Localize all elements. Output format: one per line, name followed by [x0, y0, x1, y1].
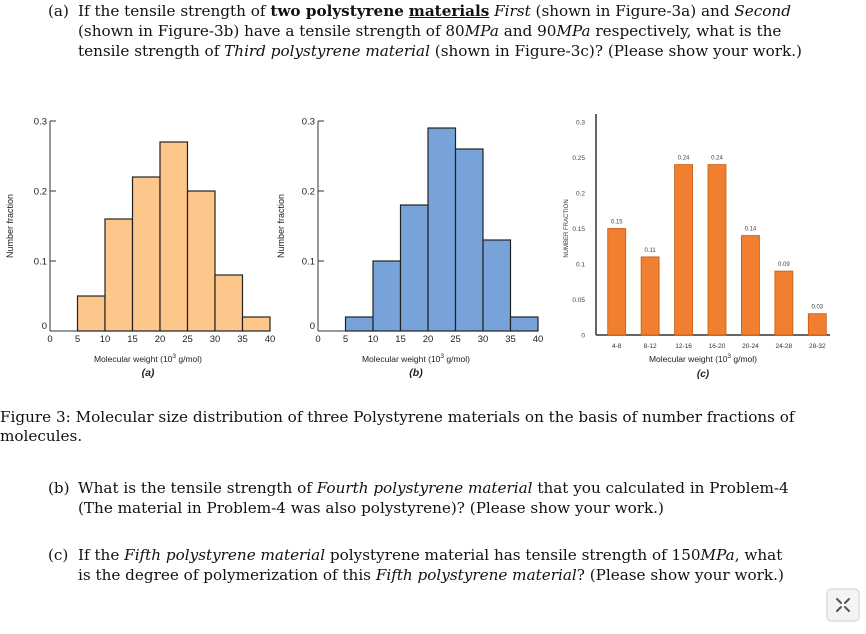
y-tick-label: 0.05 [572, 297, 585, 304]
figure-caption-line-1: Figure 3: Molecular size distribution of three Polystyrene materials on the basis of number fractions of [0, 408, 795, 426]
x-tick-label: 5 [74, 334, 81, 345]
question-b-line-1: What is the tensile strength of Fourth polystyrene material that you calculated in Problem-4 [78, 479, 789, 497]
x-tick-label: 40 [532, 334, 544, 345]
chart-a [5, 117, 275, 380]
x-tick-label: 30 [209, 334, 221, 345]
question-a-line-1: If the tensile strength of two polystyrene materials First (shown in Figure-3a) and Second [78, 2, 791, 20]
histogram-bar [133, 177, 161, 331]
histogram-bar [456, 149, 484, 331]
x-tick-label: 30 [477, 334, 489, 345]
x-tick-label: 35 [237, 334, 248, 345]
y-tick-label: 0.25 [572, 155, 585, 162]
figure-caption [0, 408, 860, 446]
x-axis-label [362, 353, 470, 364]
y-axis-label: Number fraction [276, 193, 286, 259]
histogram-bar [373, 261, 401, 331]
data-label: 0.09 [778, 262, 790, 269]
x-axis-label-tail: g/mol) [731, 354, 758, 364]
y-tick-label: 0.15 [572, 226, 585, 233]
x-tick-label: 24-28 [775, 343, 793, 350]
bar [775, 271, 793, 335]
bar [708, 165, 726, 335]
y-axis-label: Number fraction [5, 193, 15, 259]
histogram-bar [78, 296, 106, 331]
x-axis-label [649, 353, 757, 364]
x-axis-label-main: Molecular weight (10 [648, 354, 728, 364]
expand-icon[interactable] [826, 588, 860, 622]
x-axis-label-main: Molecular weight (10 [93, 354, 173, 364]
x-axis-label-tail: g/mol) [176, 354, 203, 364]
bar [741, 236, 759, 335]
histogram-bar [428, 128, 456, 331]
y-axis-label: NUMBER FRACTION [564, 199, 570, 258]
data-label: 0.14 [744, 226, 757, 233]
x-tick-label: 12-16 [675, 343, 692, 350]
y-tick-label: 0.3 [575, 119, 585, 127]
x-tick-label: 5 [342, 334, 349, 345]
question-b [48, 479, 848, 519]
question-c-line-1: If the Fifth polystyrene material polystyrene material has tensile strength of 150MPa, what [78, 546, 783, 564]
y-tick-label: 0.2 [301, 186, 315, 198]
x-tick-label: 40 [264, 334, 276, 345]
x-axis-label-sup: 3 [727, 353, 732, 360]
x-axis-label-sup: 3 [172, 353, 177, 360]
x-tick-label: 20 [422, 334, 434, 345]
y-tick-label: 0.1 [33, 256, 47, 268]
y-tick-label: 0.1 [575, 261, 585, 269]
question-a-line-2: (shown in Figure-3b) have a tensile strength of 80MPa and 90MPa respectively, what is the [78, 22, 782, 40]
x-tick-label: 0 [315, 334, 321, 345]
histogram-bar [105, 219, 133, 331]
x-tick-label: 20 [154, 334, 166, 345]
x-tick-label: 20-24 [742, 343, 759, 350]
bar [608, 229, 626, 336]
x-tick-label: 10 [367, 334, 379, 345]
data-label: 0.24 [677, 155, 690, 162]
question-c [48, 546, 848, 586]
y-tick-label: 0.2 [575, 190, 585, 198]
y-tick-label: 0.2 [33, 186, 47, 198]
x-tick-label: 4-8 [612, 343, 622, 350]
data-label: 0.03 [811, 304, 824, 311]
y-tick-label: 0 [41, 321, 47, 332]
histogram-bar [215, 275, 243, 331]
y-tick-label: 0.3 [301, 116, 315, 128]
question-c-label: (c) [48, 546, 69, 564]
figure-caption-line-2: molecules. [0, 427, 83, 445]
x-tick-label: 25 [182, 334, 193, 345]
y-tick-label: 0 [309, 321, 315, 332]
x-axis-label [94, 353, 202, 364]
histogram-bar [243, 317, 271, 331]
question-a-label: (a) [48, 2, 69, 20]
chart-b [276, 117, 543, 380]
x-tick-label: 10 [99, 334, 111, 345]
panel-label: (b) [409, 367, 423, 379]
histogram-bar [346, 317, 374, 331]
histogram-bar [483, 240, 511, 331]
x-tick-label: 15 [127, 334, 138, 345]
x-axis-label-sup: 3 [440, 353, 445, 360]
y-tick-label: 0.1 [301, 256, 315, 268]
bar [641, 257, 659, 335]
panel-label: (c) [696, 369, 710, 380]
x-tick-label: 35 [505, 334, 516, 345]
x-tick-label: 15 [395, 334, 406, 345]
x-tick-label: 16-20 [708, 343, 726, 350]
x-axis-label-tail: g/mol) [444, 354, 471, 364]
panel-label: (a) [141, 367, 155, 379]
data-label: 0.11 [644, 247, 656, 254]
x-axis-label-main: Molecular weight (10 [361, 354, 441, 364]
y-tick-label: 0 [581, 332, 585, 340]
question-b-line-2: (The material in Problem-4 was also polystyrene)? (Please show your work.) [78, 499, 664, 517]
bar [808, 314, 826, 335]
x-tick-label: 28-32 [808, 343, 826, 350]
y-tick-label: 0.3 [33, 116, 47, 128]
question-b-label: (b) [48, 479, 70, 497]
x-tick-label: 25 [450, 334, 461, 345]
question-a-line-3: tensile strength of Third polystyrene material (shown in Figure-3c)? (Please show your work.) [78, 42, 802, 60]
question-c-line-2: is the degree of polymerization of this Fifth polystyrene material? (Please show your work.) [78, 566, 784, 584]
histogram-bar [511, 317, 539, 331]
x-tick-label: 0 [47, 334, 53, 345]
chart-c [564, 114, 830, 380]
histogram-bar [401, 205, 429, 331]
x-tick-label: 8-12 [643, 343, 657, 350]
histogram-bar [160, 142, 188, 331]
bar [675, 165, 693, 335]
data-label: 0.24 [711, 155, 723, 162]
histogram-bar [188, 191, 216, 331]
data-label: 0.15 [610, 219, 623, 226]
